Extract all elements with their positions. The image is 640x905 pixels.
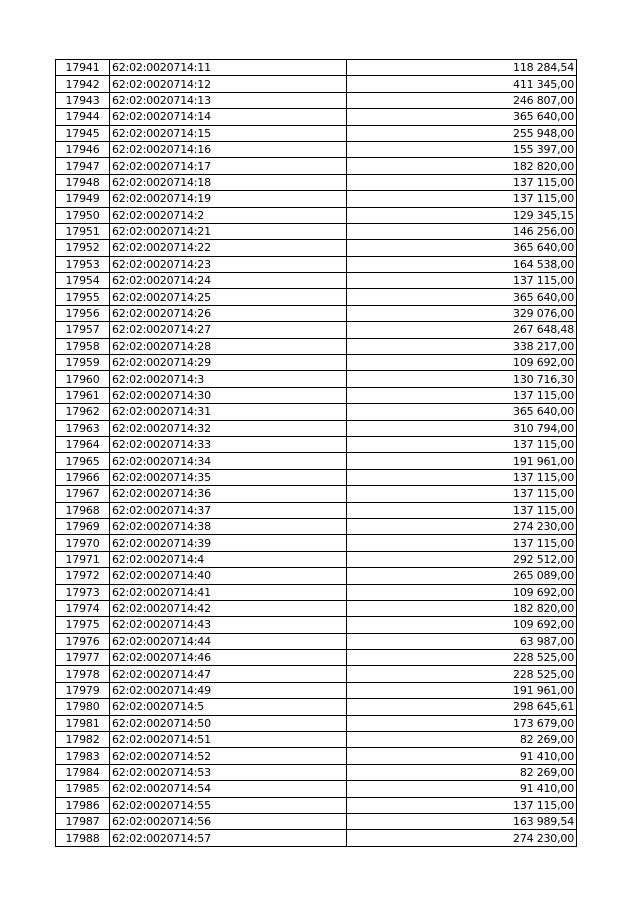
table-row — [56, 289, 577, 305]
table-row — [56, 125, 577, 141]
table-row — [56, 830, 577, 846]
cadastral-value-cell: 118 284,54 — [347, 60, 577, 76]
cadastral-value-cell: 365 640,00 — [347, 404, 577, 420]
cadastral-value-cell: 109 692,00 — [347, 584, 577, 600]
cadastral-value-cell: 137 115,00 — [347, 436, 577, 452]
table-row — [56, 764, 577, 780]
table-row — [56, 748, 577, 764]
row-number-cell: 17983 — [56, 748, 110, 764]
table-row — [56, 617, 577, 633]
cadastral-number-cell: 62:02:0020714:14 — [110, 109, 347, 125]
table-row — [56, 60, 577, 76]
table-row — [56, 469, 577, 485]
row-number-cell: 17976 — [56, 633, 110, 649]
row-number-cell: 17966 — [56, 469, 110, 485]
row-number-cell: 17984 — [56, 764, 110, 780]
row-number-cell: 17950 — [56, 207, 110, 223]
cadastral-number-cell: 62:02:0020714:16 — [110, 141, 347, 157]
row-number-cell: 17960 — [56, 371, 110, 387]
cadastral-value-cell: 265 089,00 — [347, 568, 577, 584]
row-number-cell: 17969 — [56, 518, 110, 534]
table-row — [56, 191, 577, 207]
table-row — [56, 371, 577, 387]
cadastral-number-cell: 62:02:0020714:28 — [110, 338, 347, 354]
row-number-cell: 17988 — [56, 830, 110, 846]
cadastral-value-cell: 310 794,00 — [347, 420, 577, 436]
row-number-cell: 17974 — [56, 600, 110, 616]
cadastral-value-cell: 130 716,30 — [347, 371, 577, 387]
table-row — [56, 486, 577, 502]
row-number-cell: 17977 — [56, 650, 110, 666]
cadastral-value-cell: 163 989,54 — [347, 813, 577, 829]
cadastral-value-cell: 82 269,00 — [347, 732, 577, 748]
cadastral-number-cell: 62:02:0020714:40 — [110, 568, 347, 584]
cadastral-number-cell: 62:02:0020714:44 — [110, 633, 347, 649]
table-row — [56, 420, 577, 436]
cadastral-value-cell: 137 115,00 — [347, 273, 577, 289]
table-row — [56, 502, 577, 518]
row-number-cell: 17959 — [56, 355, 110, 371]
cadastral-number-cell: 62:02:0020714:33 — [110, 436, 347, 452]
cadastral-value-cell: 267 648,48 — [347, 322, 577, 338]
table-row — [56, 732, 577, 748]
cadastral-value-cell: 137 115,00 — [347, 486, 577, 502]
row-number-cell: 17954 — [56, 273, 110, 289]
row-number-cell: 17961 — [56, 387, 110, 403]
cadastral-number-cell: 62:02:0020714:52 — [110, 748, 347, 764]
cadastral-number-cell: 62:02:0020714:22 — [110, 240, 347, 256]
cadastral-value-cell: 173 679,00 — [347, 715, 577, 731]
row-number-cell: 17949 — [56, 191, 110, 207]
row-number-cell: 17965 — [56, 453, 110, 469]
cadastral-number-cell: 62:02:0020714:4 — [110, 551, 347, 567]
row-number-cell: 17973 — [56, 584, 110, 600]
cadastral-number-cell: 62:02:0020714:55 — [110, 797, 347, 813]
row-number-cell: 17958 — [56, 338, 110, 354]
row-number-cell: 17979 — [56, 682, 110, 698]
table-row — [56, 355, 577, 371]
cadastral-value-cell: 164 538,00 — [347, 256, 577, 272]
row-number-cell: 17957 — [56, 322, 110, 338]
table-row — [56, 158, 577, 174]
table-row — [56, 600, 577, 616]
cadastral-number-cell: 62:02:0020714:41 — [110, 584, 347, 600]
cadastral-number-cell: 62:02:0020714:21 — [110, 223, 347, 239]
cadastral-value-cell: 338 217,00 — [347, 338, 577, 354]
row-number-cell: 17963 — [56, 420, 110, 436]
table-row — [56, 518, 577, 534]
row-number-cell: 17941 — [56, 60, 110, 76]
table-row — [56, 240, 577, 256]
cadastral-value-cell: 137 115,00 — [347, 191, 577, 207]
table-row — [56, 273, 577, 289]
cadastral-value-cell: 365 640,00 — [347, 289, 577, 305]
cadastral-value-cell: 274 230,00 — [347, 518, 577, 534]
table-row — [56, 404, 577, 420]
table-row — [56, 682, 577, 698]
cadastral-value-cell: 246 807,00 — [347, 92, 577, 108]
row-number-cell: 17953 — [56, 256, 110, 272]
row-number-cell: 17945 — [56, 125, 110, 141]
cadastral-number-cell: 62:02:0020714:30 — [110, 387, 347, 403]
cadastral-number-cell: 62:02:0020714:43 — [110, 617, 347, 633]
cadastral-number-cell: 62:02:0020714:42 — [110, 600, 347, 616]
cadastral-value-cell: 137 115,00 — [347, 387, 577, 403]
cadastral-value-cell: 137 115,00 — [347, 502, 577, 518]
cadastral-number-cell: 62:02:0020714:36 — [110, 486, 347, 502]
table-row — [56, 223, 577, 239]
cadastral-number-cell: 62:02:0020714:34 — [110, 453, 347, 469]
cadastral-value-cell: 91 410,00 — [347, 748, 577, 764]
table-row — [56, 305, 577, 321]
cadastral-number-cell: 62:02:0020714:18 — [110, 174, 347, 190]
row-number-cell: 17951 — [56, 223, 110, 239]
row-number-cell: 17942 — [56, 76, 110, 92]
cadastral-number-cell: 62:02:0020714:57 — [110, 830, 347, 846]
row-number-cell: 17986 — [56, 797, 110, 813]
row-number-cell: 17952 — [56, 240, 110, 256]
cadastral-number-cell: 62:02:0020714:12 — [110, 76, 347, 92]
table-row — [56, 387, 577, 403]
cadastral-value-cell: 182 820,00 — [347, 158, 577, 174]
table-row — [56, 174, 577, 190]
row-number-cell: 17956 — [56, 305, 110, 321]
cadastral-value-cell: 146 256,00 — [347, 223, 577, 239]
cadastral-number-cell: 62:02:0020714:31 — [110, 404, 347, 420]
row-number-cell: 17962 — [56, 404, 110, 420]
row-number-cell: 17964 — [56, 436, 110, 452]
table-row — [56, 650, 577, 666]
cadastral-value-cell: 228 525,00 — [347, 650, 577, 666]
table-row — [56, 666, 577, 682]
cadastral-number-cell: 62:02:0020714:46 — [110, 650, 347, 666]
cadastral-number-cell: 62:02:0020714:49 — [110, 682, 347, 698]
row-number-cell: 17982 — [56, 732, 110, 748]
cadastral-number-cell: 62:02:0020714:5 — [110, 699, 347, 715]
cadastral-number-cell: 62:02:0020714:37 — [110, 502, 347, 518]
row-number-cell: 17980 — [56, 699, 110, 715]
cadastral-value-cell: 109 692,00 — [347, 617, 577, 633]
row-number-cell: 17970 — [56, 535, 110, 551]
cadastral-number-cell: 62:02:0020714:19 — [110, 191, 347, 207]
cadastral-number-cell: 62:02:0020714:35 — [110, 469, 347, 485]
cadastral-value-cell: 137 115,00 — [347, 797, 577, 813]
cadastral-value-cell: 228 525,00 — [347, 666, 577, 682]
row-number-cell: 17947 — [56, 158, 110, 174]
cadastral-value-cell: 137 115,00 — [347, 469, 577, 485]
cadastral-value-cell: 137 115,00 — [347, 535, 577, 551]
row-number-cell: 17978 — [56, 666, 110, 682]
cadastral-value-cell: 365 640,00 — [347, 240, 577, 256]
cadastral-number-cell: 62:02:0020714:27 — [110, 322, 347, 338]
cadastral-value-cell: 191 961,00 — [347, 682, 577, 698]
table-row — [56, 92, 577, 108]
cadastral-value-cell: 91 410,00 — [347, 781, 577, 797]
cadastral-number-cell: 62:02:0020714:23 — [110, 256, 347, 272]
cadastral-value-cell: 298 645,61 — [347, 699, 577, 715]
cadastral-number-cell: 62:02:0020714:2 — [110, 207, 347, 223]
cadastral-number-cell: 62:02:0020714:3 — [110, 371, 347, 387]
cadastral-number-cell: 62:02:0020714:32 — [110, 420, 347, 436]
cadastral-value-cell: 129 345,15 — [347, 207, 577, 223]
table-row — [56, 141, 577, 157]
table-row — [56, 436, 577, 452]
cadastral-value-table — [55, 59, 577, 847]
row-number-cell: 17946 — [56, 141, 110, 157]
cadastral-number-cell: 62:02:0020714:25 — [110, 289, 347, 305]
cadastral-value-cell: 274 230,00 — [347, 830, 577, 846]
table-row — [56, 715, 577, 731]
cadastral-value-cell: 292 512,00 — [347, 551, 577, 567]
row-number-cell: 17985 — [56, 781, 110, 797]
table-row — [56, 633, 577, 649]
row-number-cell: 17967 — [56, 486, 110, 502]
table-row — [56, 584, 577, 600]
cadastral-number-cell: 62:02:0020714:53 — [110, 764, 347, 780]
table-row — [56, 699, 577, 715]
cadastral-number-cell: 62:02:0020714:29 — [110, 355, 347, 371]
row-number-cell: 17971 — [56, 551, 110, 567]
cadastral-number-cell: 62:02:0020714:15 — [110, 125, 347, 141]
table-row — [56, 551, 577, 567]
table-row — [56, 797, 577, 813]
row-number-cell: 17972 — [56, 568, 110, 584]
cadastral-number-cell: 62:02:0020714:56 — [110, 813, 347, 829]
table-row — [56, 781, 577, 797]
row-number-cell: 17944 — [56, 109, 110, 125]
document-sheet — [55, 59, 577, 847]
row-number-cell: 17981 — [56, 715, 110, 731]
cadastral-value-cell: 63 987,00 — [347, 633, 577, 649]
table-row — [56, 322, 577, 338]
cadastral-number-cell: 62:02:0020714:47 — [110, 666, 347, 682]
cadastral-value-cell: 109 692,00 — [347, 355, 577, 371]
table-body — [56, 60, 577, 847]
cadastral-value-cell: 411 345,00 — [347, 76, 577, 92]
table-row — [56, 338, 577, 354]
cadastral-number-cell: 62:02:0020714:51 — [110, 732, 347, 748]
cadastral-number-cell: 62:02:0020714:26 — [110, 305, 347, 321]
table-row — [56, 207, 577, 223]
cadastral-value-cell: 155 397,00 — [347, 141, 577, 157]
table-row — [56, 453, 577, 469]
row-number-cell: 17943 — [56, 92, 110, 108]
cadastral-value-cell: 182 820,00 — [347, 600, 577, 616]
cadastral-value-cell: 82 269,00 — [347, 764, 577, 780]
row-number-cell: 17948 — [56, 174, 110, 190]
cadastral-number-cell: 62:02:0020714:39 — [110, 535, 347, 551]
cadastral-value-cell: 329 076,00 — [347, 305, 577, 321]
cadastral-number-cell: 62:02:0020714:13 — [110, 92, 347, 108]
row-number-cell: 17968 — [56, 502, 110, 518]
cadastral-number-cell: 62:02:0020714:50 — [110, 715, 347, 731]
cadastral-value-cell: 365 640,00 — [347, 109, 577, 125]
cadastral-number-cell: 62:02:0020714:54 — [110, 781, 347, 797]
cadastral-number-cell: 62:02:0020714:24 — [110, 273, 347, 289]
table-row — [56, 535, 577, 551]
table-row — [56, 568, 577, 584]
cadastral-number-cell: 62:02:0020714:17 — [110, 158, 347, 174]
table-row — [56, 76, 577, 92]
cadastral-value-cell: 191 961,00 — [347, 453, 577, 469]
cadastral-number-cell: 62:02:0020714:38 — [110, 518, 347, 534]
row-number-cell: 17987 — [56, 813, 110, 829]
row-number-cell: 17955 — [56, 289, 110, 305]
table-row — [56, 109, 577, 125]
row-number-cell: 17975 — [56, 617, 110, 633]
table-row — [56, 256, 577, 272]
cadastral-value-cell: 137 115,00 — [347, 174, 577, 190]
table-row — [56, 813, 577, 829]
cadastral-number-cell: 62:02:0020714:11 — [110, 60, 347, 76]
cadastral-value-cell: 255 948,00 — [347, 125, 577, 141]
